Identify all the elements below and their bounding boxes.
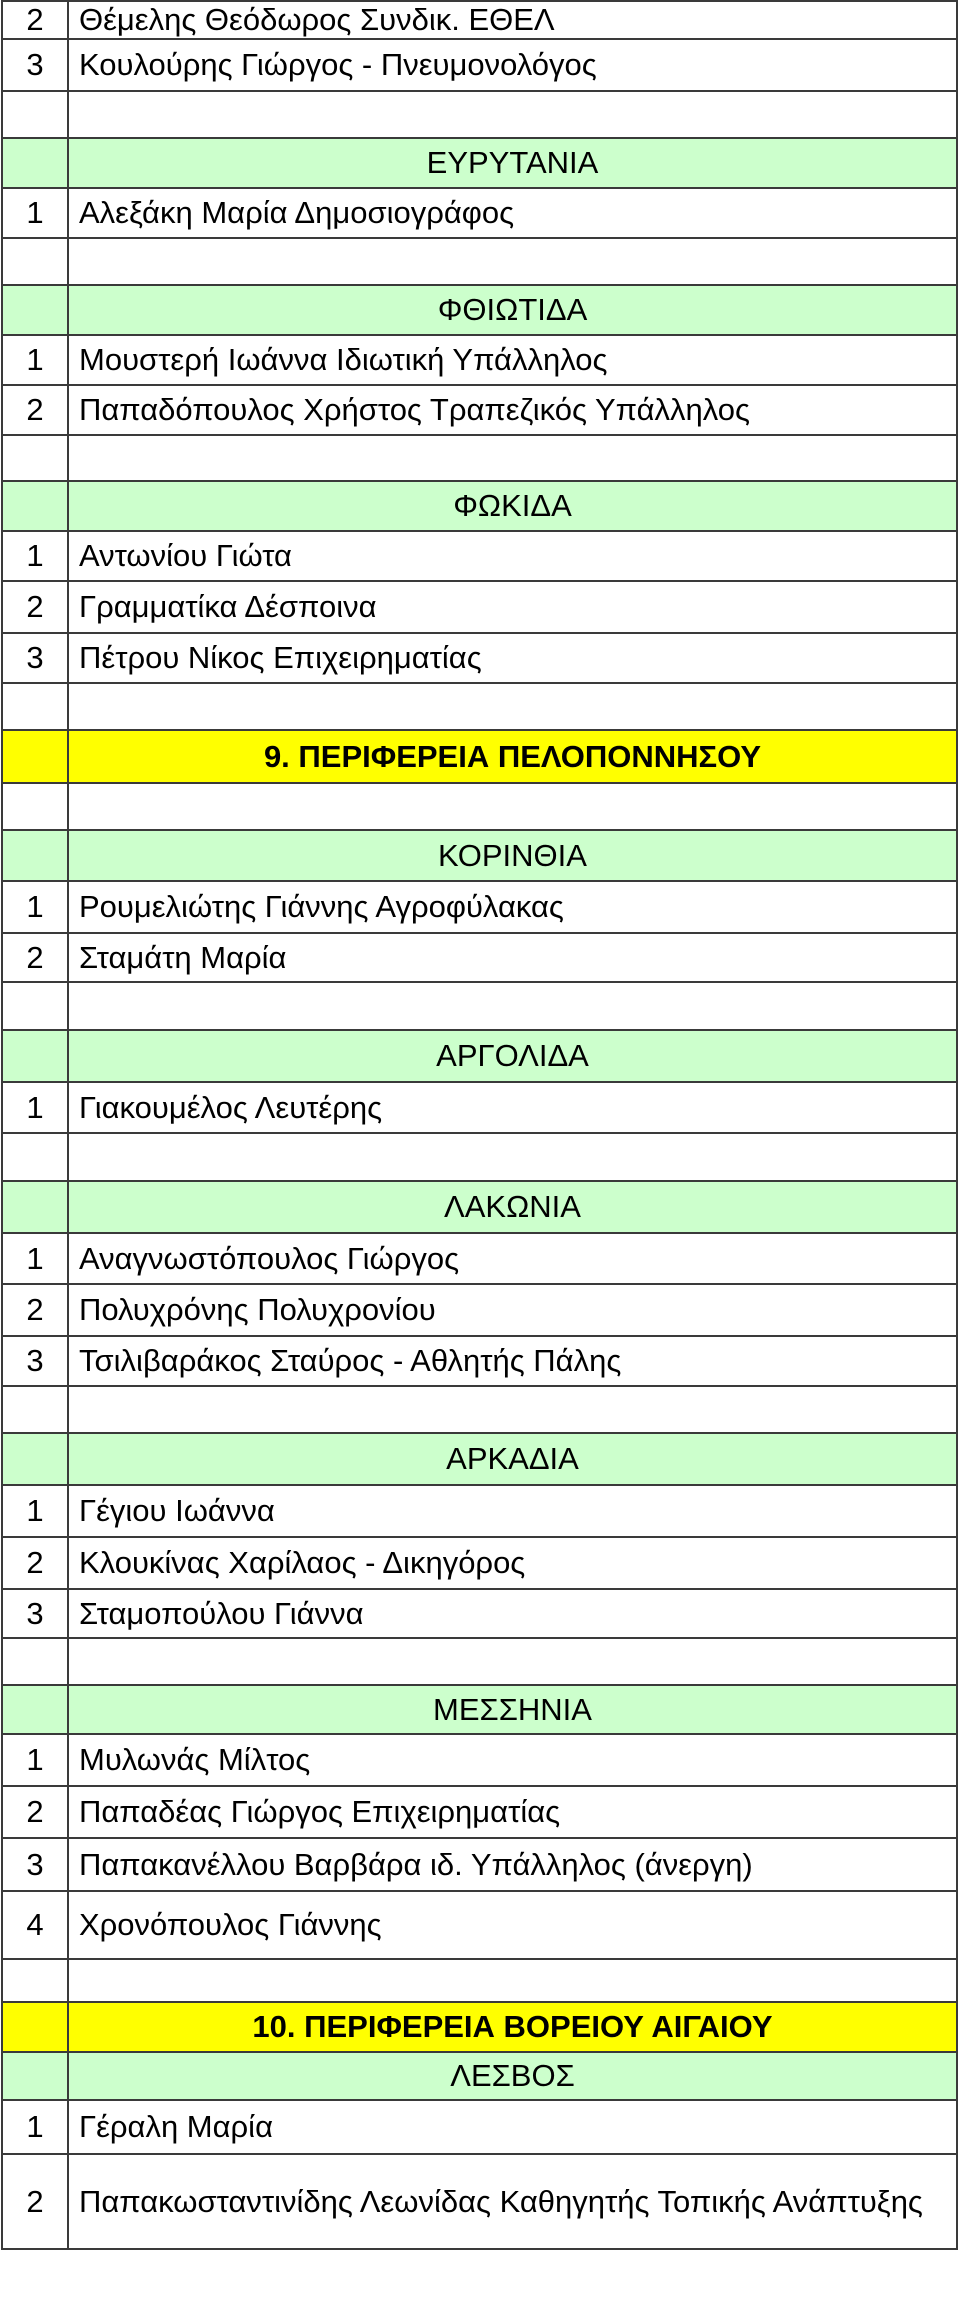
empty-cell — [68, 982, 957, 1030]
candidate-name: Αναγνωστόπουλος Γιώργος — [68, 1233, 957, 1284]
empty-cell — [68, 435, 957, 481]
prefecture-title: ΑΡΚΑΔΙΑ — [68, 1433, 957, 1485]
prefecture-header-row — [2, 1433, 957, 1485]
prefecture-title: ΚΟΡΙΝΘΙΑ — [68, 830, 957, 881]
empty-cell — [2, 683, 68, 730]
row-number: 4 — [2, 1891, 68, 1959]
prefecture-header-row — [2, 1181, 957, 1233]
table-row — [2, 2154, 957, 2249]
table-row — [2, 933, 957, 982]
candidate-name: Κλουκίνας Χαρίλαος - Δικηγόρος — [68, 1537, 957, 1589]
table-row — [2, 581, 957, 633]
empty-cell — [68, 91, 957, 138]
blank-row — [2, 238, 957, 285]
row-number: 2 — [2, 933, 68, 982]
empty-cell — [2, 435, 68, 481]
table-row — [2, 1284, 957, 1336]
prefecture-header-row — [2, 1685, 957, 1734]
empty-cell — [2, 1638, 68, 1685]
candidate-name: Θέμελης Θεόδωρος Συνδικ. ΕΘΕΛ — [68, 1, 957, 39]
row-number: 2 — [2, 1537, 68, 1589]
prefecture-title: ΑΡΓΟΛΙΔΑ — [68, 1030, 957, 1082]
table-row — [2, 188, 957, 238]
table-row — [2, 2100, 957, 2154]
table-row — [2, 633, 957, 683]
row-number: 1 — [2, 881, 68, 933]
empty-cell — [2, 1959, 68, 2002]
prefecture-title: ΦΩΚΙΔΑ — [68, 481, 957, 531]
candidate-name: Παπακωσταντινίδης Λεωνίδας Καθηγητής Τοπικής Ανάπτυξης — [68, 2154, 957, 2249]
row-number: 1 — [2, 1485, 68, 1537]
table-row — [2, 1891, 957, 1959]
blank-row — [2, 1133, 957, 1181]
region-header-row — [2, 730, 957, 783]
blank-row — [2, 91, 957, 138]
blank-row — [2, 435, 957, 481]
header-number-cell — [2, 481, 68, 531]
prefecture-header-row — [2, 2052, 957, 2100]
table-row — [2, 881, 957, 933]
candidate-name: Γέραλη Μαρία — [68, 2100, 957, 2154]
row-number: 3 — [2, 633, 68, 683]
row-number: 1 — [2, 1734, 68, 1786]
row-number: 3 — [2, 1838, 68, 1891]
empty-cell — [2, 91, 68, 138]
table-row — [2, 531, 957, 581]
candidate-name: Παπαδέας Γιώργος Επιχειρηματίας — [68, 1786, 957, 1838]
row-number: 2 — [2, 385, 68, 435]
blank-row — [2, 683, 957, 730]
region-title: 9. ΠΕΡΙΦΕΡΕΙΑ ΠΕΛΟΠΟΝΝΗΣΟΥ — [68, 730, 957, 783]
prefecture-title: ΛΑΚΩΝΙΑ — [68, 1181, 957, 1233]
header-number-cell — [2, 285, 68, 335]
row-number: 3 — [2, 1336, 68, 1386]
table-row — [2, 385, 957, 435]
header-number-cell — [2, 1433, 68, 1485]
empty-cell — [68, 683, 957, 730]
row-number: 3 — [2, 1589, 68, 1638]
empty-cell — [2, 238, 68, 285]
prefecture-title: ΦΘΙΩΤΙΔΑ — [68, 285, 957, 335]
blank-row — [2, 1959, 957, 2002]
row-number: 1 — [2, 2100, 68, 2154]
table-row — [2, 335, 957, 385]
prefecture-title: ΕΥΡΥΤΑΝΙΑ — [68, 138, 957, 188]
row-number: 2 — [2, 581, 68, 633]
table-row — [2, 1082, 957, 1133]
header-number-cell — [2, 830, 68, 881]
row-number: 2 — [2, 1, 68, 39]
candidate-name: Κουλούρης Γιώργος - Πνευμονολόγος — [68, 39, 957, 91]
row-number: 3 — [2, 39, 68, 91]
header-number-cell — [2, 1030, 68, 1082]
table-row — [2, 1233, 957, 1284]
candidate-name: Μουστερή Ιωάννα Ιδιωτική Υπάλληλος — [68, 335, 957, 385]
empty-cell — [68, 1959, 957, 2002]
blank-row — [2, 1638, 957, 1685]
table-row — [2, 1589, 957, 1638]
row-number: 2 — [2, 1786, 68, 1838]
candidate-list-body — [2, 1, 957, 2249]
blank-row — [2, 982, 957, 1030]
prefecture-header-row — [2, 481, 957, 531]
header-number-cell — [2, 2002, 68, 2052]
empty-cell — [2, 982, 68, 1030]
empty-cell — [2, 1133, 68, 1181]
candidate-name: Ρουμελιώτης Γιάννης Αγροφύλακας — [68, 881, 957, 933]
candidate-name: Πολυχρόνης Πολυχρονίου — [68, 1284, 957, 1336]
empty-cell — [2, 783, 68, 830]
region-header-row — [2, 2002, 957, 2052]
candidate-name: Αντωνίου Γιώτα — [68, 531, 957, 581]
table-row — [2, 39, 957, 91]
candidate-list-table — [1, 0, 958, 2250]
table-row — [2, 1786, 957, 1838]
empty-cell — [68, 238, 957, 285]
table-row — [2, 1838, 957, 1891]
table-row — [2, 1336, 957, 1386]
region-title: 10. ΠΕΡΙΦΕΡΕΙΑ ΒΟΡΕΙΟΥ ΑΙΓΑΙΟΥ — [68, 2002, 957, 2052]
prefecture-title: ΛΕΣΒΟΣ — [68, 2052, 957, 2100]
empty-cell — [2, 1386, 68, 1433]
candidate-name: Γιακουμέλος Λευτέρης — [68, 1082, 957, 1133]
prefecture-header-row — [2, 1030, 957, 1082]
candidate-name: Χρονόπουλος Γιάννης — [68, 1891, 957, 1959]
header-number-cell — [2, 730, 68, 783]
prefecture-header-row — [2, 830, 957, 881]
candidate-name: Παπαδόπουλος Χρήστος Τραπεζικός Υπάλληλος — [68, 385, 957, 435]
candidate-name: Γραμματίκα Δέσποινα — [68, 581, 957, 633]
candidate-name: Σταμάτη Μαρία — [68, 933, 957, 982]
row-number: 1 — [2, 531, 68, 581]
row-number: 1 — [2, 188, 68, 238]
candidate-name: Τσιλιβαράκος Σταύρος - Αθλητής Πάλης — [68, 1336, 957, 1386]
prefecture-header-row — [2, 138, 957, 188]
row-number: 1 — [2, 1082, 68, 1133]
header-number-cell — [2, 2052, 68, 2100]
candidate-name: Πέτρου Νίκος Επιχειρηματίας — [68, 633, 957, 683]
candidate-name: Μυλωνάς Μίλτος — [68, 1734, 957, 1786]
table-row — [2, 1485, 957, 1537]
header-number-cell — [2, 1181, 68, 1233]
empty-cell — [68, 1638, 957, 1685]
row-number: 2 — [2, 1284, 68, 1336]
row-number: 2 — [2, 2154, 68, 2249]
blank-row — [2, 783, 957, 830]
candidate-name: Παπακανέλλου Βαρβάρα ιδ. Υπάλληλος (άνεργη) — [68, 1838, 957, 1891]
table-row — [2, 1537, 957, 1589]
empty-cell — [68, 1133, 957, 1181]
table-row — [2, 1, 957, 39]
row-number: 1 — [2, 1233, 68, 1284]
candidate-name: Σταμοπούλου Γιάννα — [68, 1589, 957, 1638]
candidate-name: Γέγιου Ιωάννα — [68, 1485, 957, 1537]
prefecture-title: ΜΕΣΣΗΝΙΑ — [68, 1685, 957, 1734]
header-number-cell — [2, 1685, 68, 1734]
table-row — [2, 1734, 957, 1786]
row-number: 1 — [2, 335, 68, 385]
empty-cell — [68, 783, 957, 830]
prefecture-header-row — [2, 285, 957, 335]
empty-cell — [68, 1386, 957, 1433]
blank-row — [2, 1386, 957, 1433]
header-number-cell — [2, 138, 68, 188]
candidate-name: Αλεξάκη Μαρία Δημοσιογράφος — [68, 188, 957, 238]
